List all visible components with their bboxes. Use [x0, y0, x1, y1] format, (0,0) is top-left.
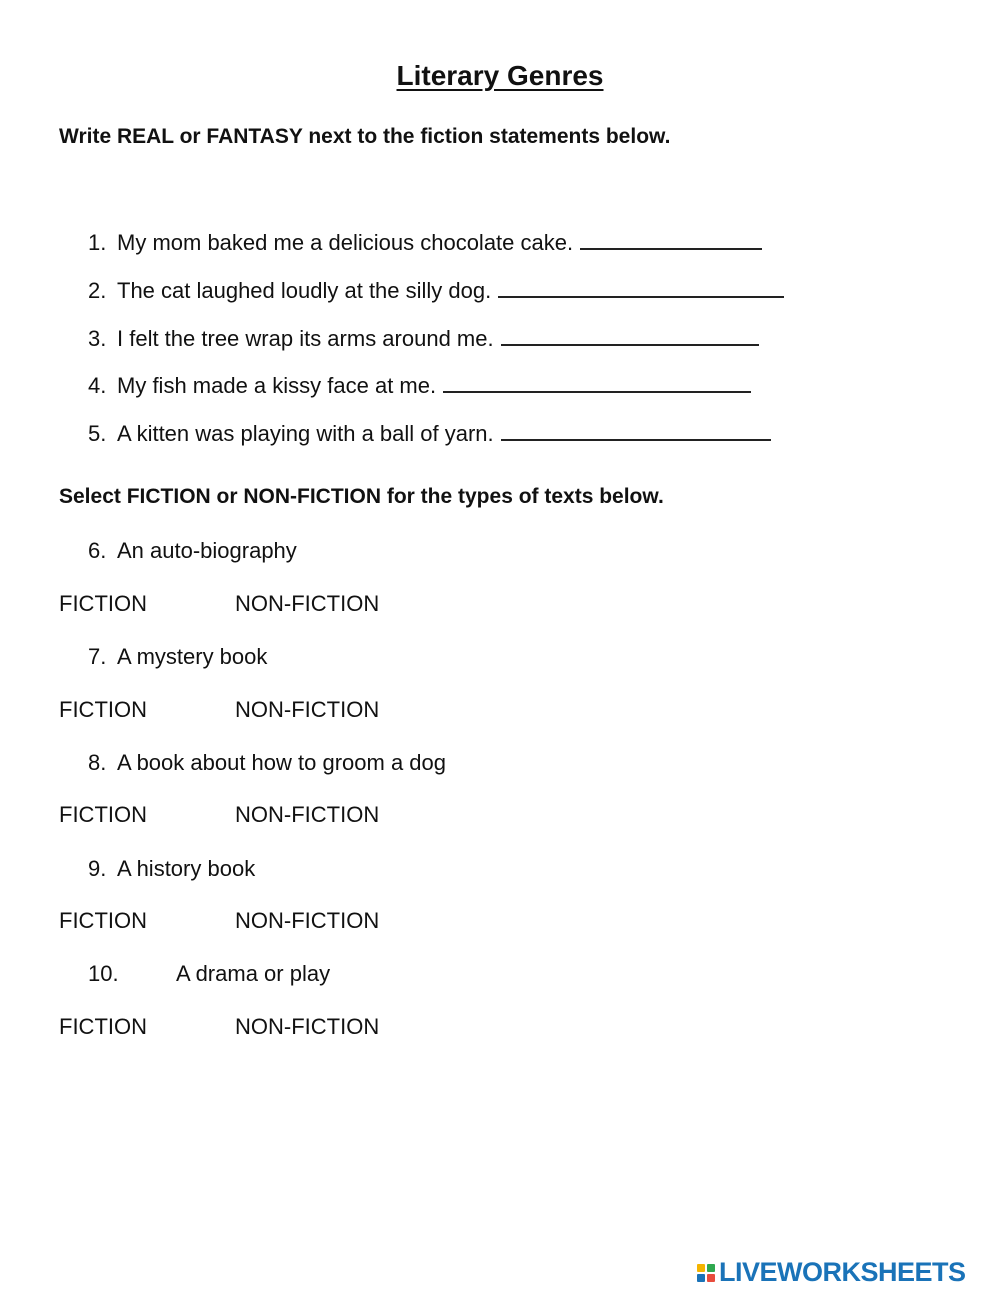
- option-fiction[interactable]: FICTION: [59, 908, 147, 933]
- text-type-label: A history book: [117, 856, 256, 881]
- text-type-item-6: [88, 538, 297, 564]
- answer-blank-4[interactable]: [443, 390, 751, 393]
- text-type-item-8: [88, 750, 446, 776]
- option-fiction[interactable]: FICTION: [59, 591, 147, 616]
- item-number: 5.: [88, 421, 107, 446]
- statement-item-3: [88, 326, 759, 352]
- item-number: 9.: [88, 856, 107, 881]
- statement-item-4: [88, 373, 751, 399]
- choice-row-7: [59, 697, 379, 723]
- choice-row-6: [59, 591, 379, 617]
- answer-blank-2[interactable]: [498, 295, 784, 298]
- option-nonfiction[interactable]: NON-FICTION: [235, 1014, 380, 1039]
- item-number: 4.: [88, 373, 107, 398]
- statement-text: My mom baked me a delicious chocolate cake.: [117, 230, 574, 255]
- answer-blank-5[interactable]: [501, 438, 771, 441]
- statement-item-1: [88, 230, 762, 256]
- statement-item-2: [88, 278, 784, 304]
- choice-row-8: [59, 802, 379, 828]
- logo-square-yellow: [697, 1264, 705, 1272]
- text-type-label: An auto-biography: [117, 538, 297, 563]
- item-number: 8.: [88, 750, 107, 775]
- item-number: 1.: [88, 230, 107, 255]
- text-type-item-10: [88, 961, 330, 987]
- page-title: Literary Genres: [396, 60, 604, 91]
- option-fiction[interactable]: FICTION: [59, 1014, 147, 1039]
- section2-instruction: Select FICTION or NON-FICTION for the types of texts below.: [59, 485, 664, 508]
- answer-blank-3[interactable]: [501, 343, 759, 346]
- option-nonfiction[interactable]: NON-FICTION: [235, 802, 380, 827]
- text-type-label: A mystery book: [117, 644, 268, 669]
- option-fiction[interactable]: FICTION: [59, 802, 147, 827]
- logo-text: LIVEWORKSHEETS: [719, 1257, 966, 1287]
- text-type-label: A drama or play: [176, 961, 331, 986]
- option-nonfiction[interactable]: NON-FICTION: [235, 908, 380, 933]
- statement-text: The cat laughed loudly at the silly dog.: [117, 278, 492, 303]
- liveworksheets-logo-icon: [697, 1264, 715, 1282]
- option-nonfiction[interactable]: NON-FICTION: [235, 591, 380, 616]
- option-nonfiction[interactable]: NON-FICTION: [235, 697, 380, 722]
- item-number: 6.: [88, 538, 107, 563]
- logo-square-blue: [697, 1274, 705, 1282]
- statement-text: A kitten was playing with a ball of yarn.: [117, 421, 494, 446]
- statement-text: My fish made a kissy face at me.: [117, 373, 437, 398]
- statement-item-5: [88, 421, 771, 447]
- choice-row-10: [59, 1014, 379, 1040]
- item-number: 3.: [88, 326, 107, 351]
- answer-blank-1[interactable]: [580, 247, 762, 250]
- choice-row-9: [59, 908, 379, 934]
- option-fiction[interactable]: FICTION: [59, 697, 147, 722]
- item-number: 2.: [88, 278, 107, 303]
- item-number: 7.: [88, 644, 107, 669]
- text-type-label: A book about how to groom a dog: [117, 750, 447, 775]
- logo-square-green: [707, 1264, 715, 1272]
- text-type-item-7: [88, 644, 267, 670]
- logo-square-red: [707, 1274, 715, 1282]
- text-type-item-9: [88, 856, 255, 882]
- statement-text: I felt the tree wrap its arms around me.: [117, 326, 494, 351]
- liveworksheets-logo: [697, 1257, 966, 1288]
- item-number: 10.: [88, 961, 119, 986]
- section1-instruction: Write REAL or FANTASY next to the fiction statements below.: [59, 125, 671, 148]
